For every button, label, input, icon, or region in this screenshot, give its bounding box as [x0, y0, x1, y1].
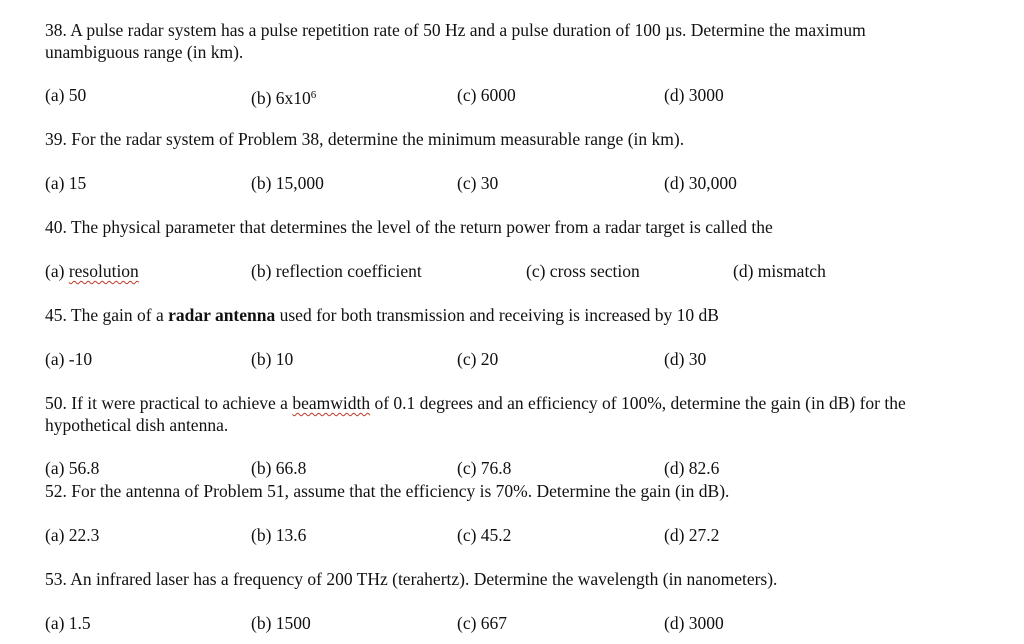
- question-53-text: 53. An infrared laser has a frequency of 200 THz (terahertz). Determine the wavelength (in nanometers).: [45, 569, 778, 589]
- option-d: (d) 30,000: [664, 173, 737, 193]
- option-c: (c) 667: [457, 613, 508, 633]
- bold-term: radar antenna: [168, 305, 276, 325]
- option-a: (a) 50: [45, 85, 87, 105]
- option-d: (d) 3000: [664, 613, 724, 633]
- option-d: (d) 27.2: [664, 525, 720, 545]
- question-52-text: 52. For the antenna of Problem 51, assume that the efficiency is 70%. Determine the gain (in dB).: [45, 481, 730, 501]
- question-40-text: 40. The physical parameter that determines the level of the return power from a radar target is called the: [45, 217, 773, 237]
- option-c: (c) 76.8: [457, 458, 512, 478]
- option-a: (a) 56.8: [45, 458, 100, 478]
- option-b: (b) 10: [251, 349, 294, 369]
- spellcheck-word: beamwidth: [292, 393, 371, 413]
- option-a: (a) -10: [45, 349, 93, 369]
- option-b: (b) 15,000: [251, 173, 324, 193]
- option-c: (c) 30: [457, 173, 499, 193]
- spellcheck-word: resolution: [68, 261, 139, 281]
- option-d: (d) 82.6: [664, 458, 720, 478]
- option-b: (b) reflection coefficient: [251, 261, 422, 281]
- option-d: (d) mismatch: [733, 261, 826, 281]
- question-38-text: 38. A pulse radar system has a pulse repetition rate of 50 Hz and a pulse duration of 100 µs. Determine the maximum unambiguous range (in km).: [45, 20, 866, 62]
- question-45-text: 45. The gain of a radar antenna used for both transmission and receiving is increased by 10 dB: [45, 305, 719, 325]
- option-a: (a) resolution: [45, 261, 139, 281]
- option-c: (c) cross section: [526, 261, 640, 281]
- option-a: (a) 15: [45, 173, 87, 193]
- question-39-text: 39. For the radar system of Problem 38, determine the minimum measurable range (in km).: [45, 129, 685, 149]
- option-b: (b) $6x10^6$: [251, 88, 317, 108]
- question-50-text: 50. If it were practical to achieve a beamwidth of 0.1 degrees and an efficiency of 100%, determine the gain (in dB) for the hypothetical dish antenna.: [45, 393, 906, 435]
- option-b: (b) 1500: [251, 613, 311, 633]
- option-c: (c) 45.2: [457, 525, 512, 545]
- option-d: (d) 3000: [664, 85, 724, 105]
- option-c: (c) 20: [457, 349, 499, 369]
- option-a: (a) 1.5: [45, 613, 91, 633]
- option-c: (c) 6000: [457, 85, 516, 105]
- option-b: (b) 13.6: [251, 525, 307, 545]
- option-a: (a) 22.3: [45, 525, 100, 545]
- option-d: (d) 30: [664, 349, 707, 369]
- option-b: (b) 66.8: [251, 458, 307, 478]
- superscript: 6: [310, 89, 317, 101]
